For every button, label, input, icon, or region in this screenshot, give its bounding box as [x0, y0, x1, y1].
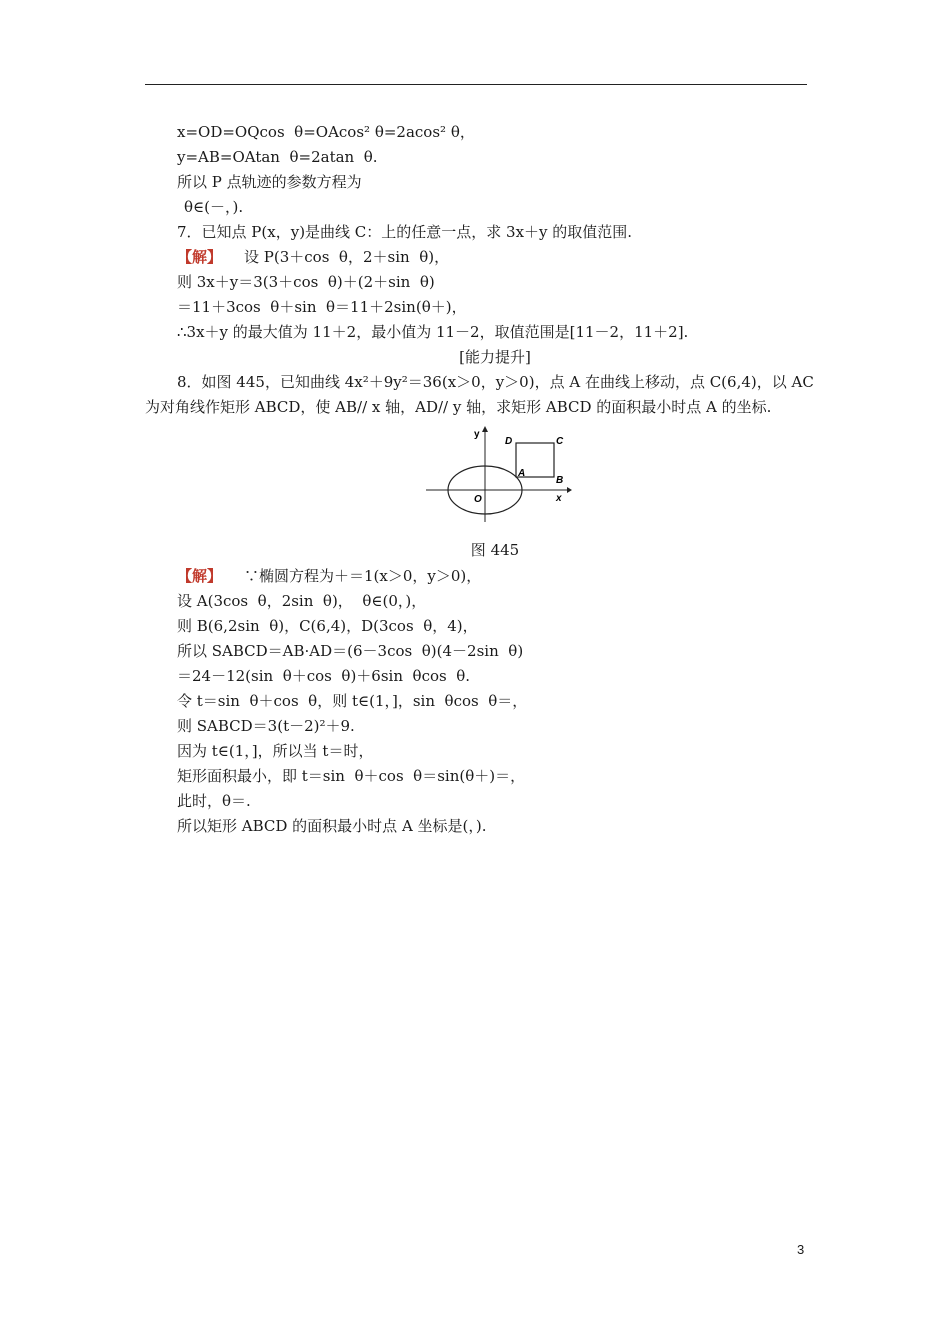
solution-tag: 【解】: [177, 248, 223, 266]
text-line: 则 B(6,2sin θ)，C(6,4)，D(3cos θ，4)，: [177, 617, 478, 635]
text-line: 所以 P 点轨迹的参数方程为: [177, 173, 362, 191]
text-line: θ∈(－，).: [184, 198, 244, 216]
text-line: 此时，θ＝.: [177, 792, 251, 810]
axis-x-label: x: [556, 493, 562, 504]
text-line: 则 3x＋y＝3(3＋cos θ)＋(2＋sin θ): [177, 273, 435, 291]
text-line: y=AB=OAtan θ=2atan θ.: [177, 148, 378, 166]
solution-tag: 【解】: [177, 567, 223, 585]
text-line: 所以矩形 ABCD 的面积最小时点 A 坐标是(，).: [177, 817, 487, 835]
text-line: ∵椭圆方程为＋＝1(x＞0，y＞0)，: [244, 567, 482, 585]
text-line: 设 A(3cos θ，2sin θ)， θ∈(0，)，: [177, 592, 427, 610]
origin-label: O: [474, 494, 482, 505]
text-line: 设 P(3＋cos θ，2＋sin θ)，: [244, 248, 450, 266]
point-b-label: B: [556, 475, 564, 486]
text-line: 因为 t∈(1，]，所以当 t＝时，: [177, 742, 374, 760]
header-rule: [145, 84, 807, 85]
point-a-label: A: [518, 468, 526, 479]
text-line: ＝11＋3cos θ＋sin θ＝11＋2sin(θ＋)，: [177, 298, 467, 316]
figure-caption: 图 445: [470, 541, 520, 559]
axis-y-label: y: [474, 429, 480, 440]
text-line: 令 t＝sin θ＋cos θ，则 t∈(1，]，sin θcos θ＝，: [177, 692, 528, 710]
text-line: x=OD=OQcos θ=OAcos² θ=2acos² θ，: [177, 123, 475, 141]
point-d-label: D: [505, 436, 513, 447]
page-number: 3: [797, 1242, 805, 1257]
problem-7: 7．已知点 P(x，y)是曲线 C：上的任意一点，求 3x＋y 的取值范围.: [177, 223, 633, 241]
section-heading: [能力提升]: [459, 348, 531, 366]
problem-8: 8．如图 445，已知曲线 4x²＋9y²＝36(x＞0，y＞0)，点 A 在曲线上移动，点 C(6,4)，以 AC: [177, 373, 814, 391]
text-line: 矩形面积最小，即 t＝sin θ＋cos θ＝sin(θ＋)＝，: [177, 767, 526, 785]
text-line: 则 SABCD＝3(t－2)²＋9.: [177, 717, 355, 735]
text-line: ∴3x＋y 的最大值为 11＋2，最小值为 11－2，取值范围是[11－2，11＋2].: [177, 323, 689, 341]
text-line: 所以 SABCD＝AB·AD＝(6－3cos θ)(4－2sin θ): [177, 642, 524, 660]
point-c-label: C: [556, 436, 564, 447]
text-line: ＝24－12(sin θ＋cos θ)＋6sin θcos θ.: [177, 667, 471, 685]
text-line: 为对角线作矩形 ABCD，使 AB// x 轴，AD// y 轴，求矩形 ABCD 的面积最小时点 A 的坐标.: [145, 398, 772, 416]
figure-445: [422, 426, 572, 524]
